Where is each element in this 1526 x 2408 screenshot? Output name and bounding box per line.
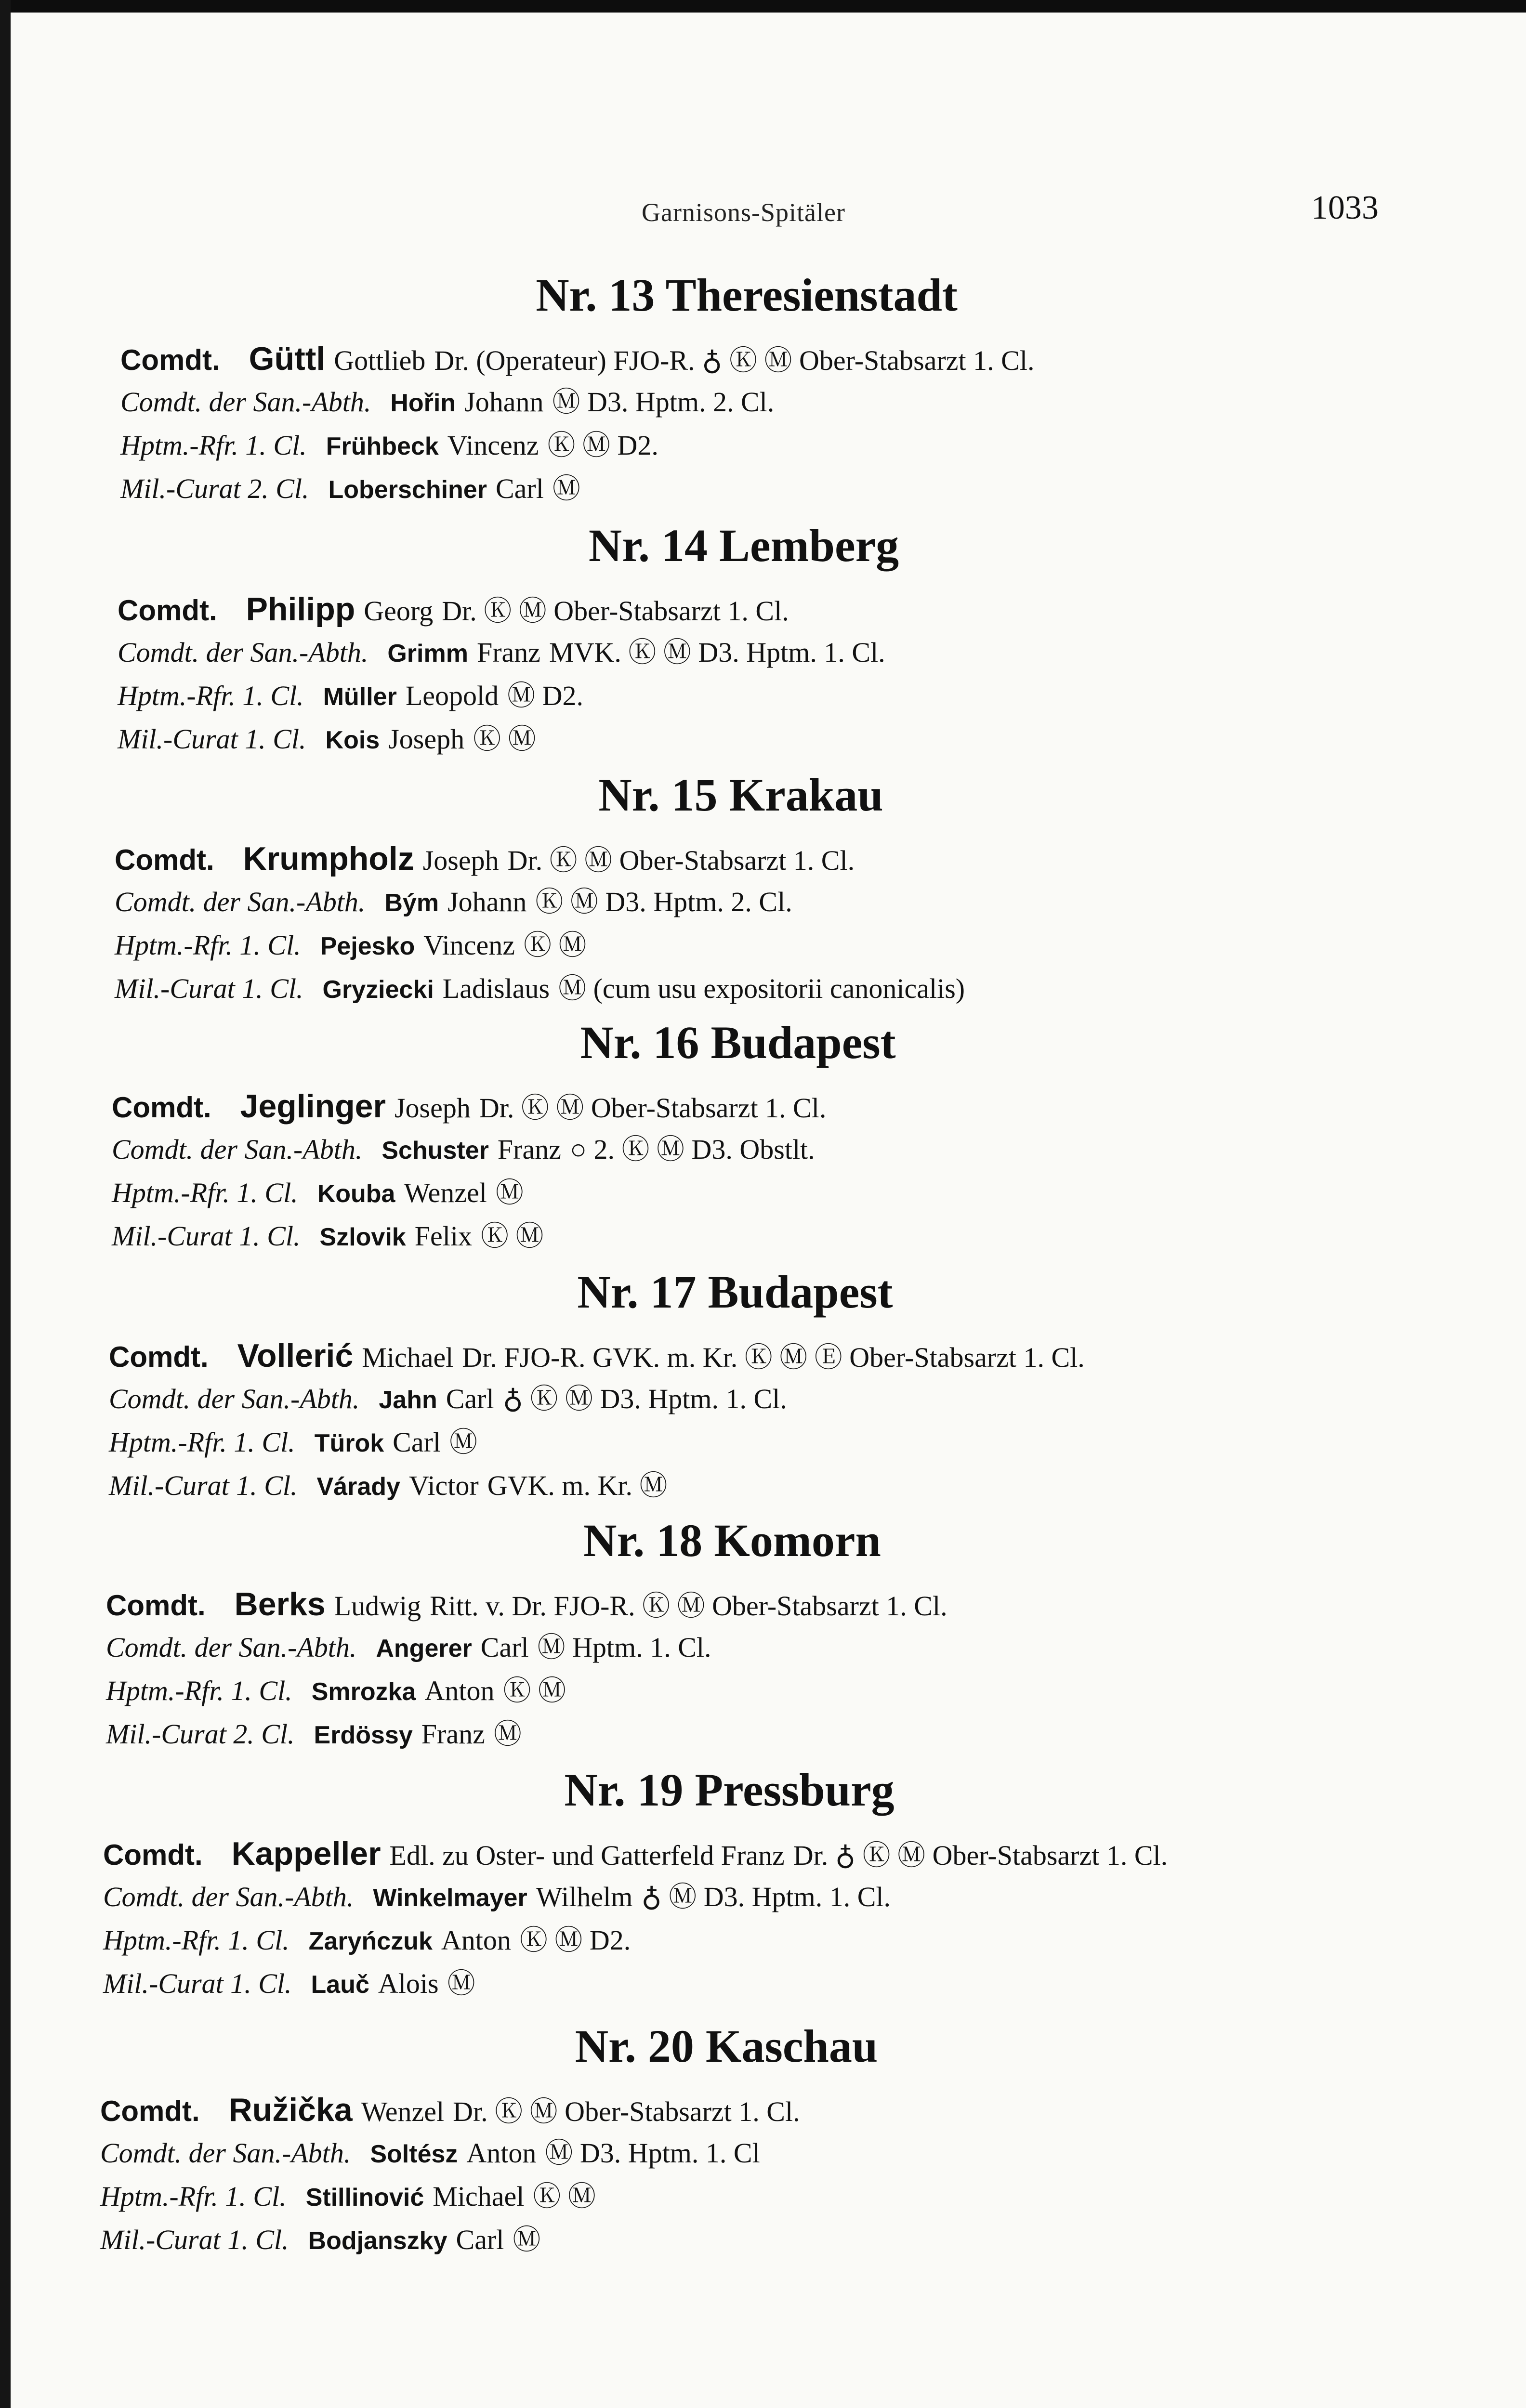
entry-role: Comdt. xyxy=(109,1340,209,1373)
entry-role: Hptm.-Rfr. 1. Cl. xyxy=(100,2180,287,2212)
staff-entry xyxy=(106,1626,1503,1669)
staff-entry xyxy=(120,467,1517,510)
entry-details: Ⓜ xyxy=(449,1426,478,1458)
staff-entry xyxy=(118,718,1514,761)
staff-entry xyxy=(103,1875,1500,1919)
entry-surname: Ružička xyxy=(228,2091,353,2128)
entry-given-name: Franz xyxy=(476,636,541,668)
entry-details: Dr. ♁ Ⓚ Ⓜ Ober-Stabsarzt 1. Cl. xyxy=(793,1839,1168,1871)
entry-given-name: Ludwig xyxy=(334,1590,421,1622)
staff-entry xyxy=(100,2175,1497,2218)
staff-entry xyxy=(112,1171,1509,1215)
entry-given-name: Leopold xyxy=(405,680,499,711)
entry-role: Comdt. xyxy=(115,843,214,876)
staff-entry xyxy=(118,588,1514,631)
page xyxy=(11,13,1526,2408)
entry-surname: Winkelmayer xyxy=(373,1884,527,1912)
section-title: Nr. 20 Kaschau xyxy=(575,2020,878,2072)
entry-surname: Szlovik xyxy=(319,1223,406,1251)
section-title: Nr. 15 Krakau xyxy=(598,769,883,821)
entry-given-name: Gottlieb xyxy=(334,344,426,376)
entry-details: Ⓜ D3. Hptm. 2. Cl. xyxy=(552,386,775,418)
hospital-section xyxy=(120,270,1517,510)
entry-details: Ⓚ Ⓜ xyxy=(473,723,536,755)
section-title: Nr. 14 Lemberg xyxy=(588,520,899,571)
entry-role: Hptm.-Rfr. 1. Cl. xyxy=(118,680,304,711)
entry-role: Mil.-Curat 1. Cl. xyxy=(115,972,303,1004)
section-title: Nr. 17 Budapest xyxy=(577,1266,893,1318)
entry-given-name: Georg xyxy=(364,595,434,627)
entry-role: Comdt. xyxy=(120,343,220,376)
staff-entry xyxy=(109,1421,1506,1464)
entry-role: Hptm.-Rfr. 1. Cl. xyxy=(109,1426,295,1458)
staff-entry xyxy=(106,1669,1503,1713)
entry-surname: Krumpholz xyxy=(243,840,414,877)
section-title: Nr. 13 Theresienstadt xyxy=(536,269,958,321)
staff-entry xyxy=(109,1464,1506,1507)
entry-details: Ⓚ Ⓜ xyxy=(503,1675,566,1706)
entry-surname: Várady xyxy=(316,1472,400,1501)
entry-details: Ⓜ D3. Hptm. 1. Cl xyxy=(545,2137,760,2169)
entry-surname: Jahn xyxy=(379,1386,437,1414)
staff-entry xyxy=(100,2132,1497,2175)
entry-role: Mil.-Curat 1. Cl. xyxy=(109,1469,298,1501)
staff-entry xyxy=(118,674,1514,718)
entry-role: Comdt. der San.-Abth. xyxy=(115,886,366,917)
entry-role: Mil.-Curat 2. Cl. xyxy=(106,1718,295,1750)
entry-details: Ⓜ xyxy=(552,472,580,504)
entry-surname: Zaryńczuk xyxy=(308,1927,433,1955)
staff-entry xyxy=(115,880,1512,924)
entry-role: Comdt. der San.-Abth. xyxy=(118,636,368,668)
entry-surname: Vollerić xyxy=(237,1337,354,1374)
entry-surname: Loberschiner xyxy=(328,475,487,504)
entry-details: Dr. FJO-R. GVK. m. Kr. Ⓚ Ⓜ Ⓔ Ober-Stabsarzt 1. Cl. xyxy=(462,1341,1085,1373)
entry-given-name: Johann xyxy=(464,386,544,418)
entry-surname: Kois xyxy=(325,726,380,754)
entry-role: Hptm.-Rfr. 1. Cl. xyxy=(115,929,301,961)
entry-details: Ⓜ xyxy=(493,1718,522,1750)
entry-role: Comdt. xyxy=(100,2094,200,2127)
entry-surname: Angerer xyxy=(376,1634,472,1662)
entry-details: Dr. Ⓚ Ⓜ Ober-Stabsarzt 1. Cl. xyxy=(442,595,789,627)
entry-given-name: Anton xyxy=(466,2137,537,2169)
entry-surname: Hořin xyxy=(390,389,456,417)
entry-surname: Türok xyxy=(314,1429,384,1457)
staff-entry xyxy=(103,1832,1500,1875)
entry-role: Hptm.-Rfr. 1. Cl. xyxy=(106,1675,292,1706)
entry-given-name: Carl xyxy=(456,2224,504,2255)
staff-entry xyxy=(112,1215,1509,1258)
entry-surname: Soltész xyxy=(370,2140,458,2168)
entry-role: Comdt. der San.-Abth. xyxy=(109,1383,360,1414)
entry-details: ♁ Ⓚ Ⓜ D3. Hptm. 1. Cl. xyxy=(502,1383,787,1414)
staff-entry xyxy=(106,1713,1503,1756)
entry-role: Hptm.-Rfr. 1. Cl. xyxy=(103,1924,289,1956)
staff-entry xyxy=(115,967,1512,1010)
entry-surname: Gryziecki xyxy=(322,975,434,1004)
staff-entry xyxy=(103,1962,1500,2005)
entry-details: Ⓜ Hptm. 1. Cl. xyxy=(537,1631,711,1663)
entry-surname: Bým xyxy=(384,889,439,917)
entry-role: Comdt. der San.-Abth. xyxy=(106,1631,357,1663)
entry-role: Mil.-Curat 1. Cl. xyxy=(100,2224,289,2255)
hospital-section xyxy=(106,1515,1503,1756)
staff-entry xyxy=(106,1583,1503,1626)
entry-given-name: Wenzel xyxy=(404,1177,487,1208)
entry-details: Ⓜ xyxy=(513,2224,541,2255)
entry-details: Ⓚ Ⓜ xyxy=(533,2180,596,2212)
entry-surname: Schuster xyxy=(382,1136,489,1165)
entry-details: Dr. Ⓚ Ⓜ Ober-Stabsarzt 1. Cl. xyxy=(453,2095,800,2127)
entry-given-name: Franz xyxy=(421,1718,485,1750)
entry-details: Ⓚ Ⓜ D3. Hptm. 2. Cl. xyxy=(535,886,792,917)
entry-role: Comdt. der San.-Abth. xyxy=(112,1133,363,1165)
entry-surname: Lauč xyxy=(311,1970,369,1999)
entry-details: Ⓜ D2. xyxy=(507,680,584,711)
entry-role: Comdt. der San.-Abth. xyxy=(120,386,371,418)
hospital-section xyxy=(115,770,1512,1010)
entry-role: Hptm.-Rfr. 1. Cl. xyxy=(120,429,307,461)
entry-details: Dr. Ⓚ Ⓜ Ober-Stabsarzt 1. Cl. xyxy=(507,844,855,876)
entry-details: ♁ Ⓜ D3. Hptm. 1. Cl. xyxy=(641,1881,891,1912)
entry-role: Comdt. xyxy=(103,1838,203,1871)
entry-given-name: Wilhelm xyxy=(536,1881,633,1912)
hospital-section xyxy=(118,520,1514,761)
staff-entry xyxy=(120,380,1517,424)
entry-surname: Pejesko xyxy=(320,932,415,960)
entry-surname: Frühbeck xyxy=(326,432,439,460)
scan-border-left xyxy=(0,0,11,2408)
entry-surname: Güttl xyxy=(249,340,326,377)
entry-role: Mil.-Curat 1. Cl. xyxy=(112,1220,301,1252)
staff-entry xyxy=(109,1377,1506,1421)
staff-entry xyxy=(100,2088,1497,2132)
entry-surname: Bodjanszky xyxy=(308,2226,447,2255)
entry-given-name: Wenzel xyxy=(361,2095,445,2127)
entry-given-name: Joseph xyxy=(422,844,499,876)
entry-details: MVK. Ⓚ Ⓜ D3. Hptm. 1. Cl. xyxy=(549,636,885,668)
entry-details: Ritt. v. Dr. FJO-R. Ⓚ Ⓜ Ober-Stabsarzt 1. Cl. xyxy=(430,1590,947,1622)
entry-details: Ⓜ (cum usu expositorii canonicalis) xyxy=(558,972,965,1004)
entry-role: Comdt. xyxy=(106,1589,206,1622)
entry-surname: Berks xyxy=(234,1585,326,1623)
entry-given-name: Ladislaus xyxy=(442,972,550,1004)
entry-details: Ⓚ Ⓜ D2. xyxy=(547,429,658,461)
entry-surname: Kappeller xyxy=(231,1835,381,1872)
staff-entry xyxy=(109,1334,1506,1377)
entry-given-name: Anton xyxy=(441,1924,511,1956)
staff-entry xyxy=(120,337,1517,380)
entry-surname: Philipp xyxy=(246,590,355,628)
entry-given-name: Alois xyxy=(378,1967,439,1999)
entry-given-name: Felix xyxy=(414,1220,472,1252)
entry-given-name: Anton xyxy=(424,1675,495,1706)
entry-surname: Smrozka xyxy=(311,1677,416,1706)
entry-given-name: Michael xyxy=(362,1341,454,1373)
entry-role: Comdt. xyxy=(112,1091,211,1124)
entry-role: Mil.-Curat 2. Cl. xyxy=(120,472,309,504)
entry-role: Hptm.-Rfr. 1. Cl. xyxy=(112,1177,298,1208)
staff-entry xyxy=(112,1128,1509,1171)
entry-given-name: Carl xyxy=(393,1426,441,1458)
hospital-section xyxy=(100,2021,1497,2262)
entry-surname: Kouba xyxy=(317,1179,395,1208)
entry-given-name: Carl xyxy=(495,472,544,504)
staff-entry xyxy=(120,424,1517,467)
entry-given-name: Joseph xyxy=(394,1092,471,1124)
scan-border-top xyxy=(0,0,1526,13)
staff-entry xyxy=(115,837,1512,880)
section-title: Nr. 19 Pressburg xyxy=(564,1764,895,1816)
entry-details: Dr. Ⓚ Ⓜ Ober-Stabsarzt 1. Cl. xyxy=(479,1092,827,1124)
entry-details: ○ 2. Ⓚ Ⓜ D3. Obstlt. xyxy=(569,1133,815,1165)
entry-given-name: Victor xyxy=(408,1469,479,1501)
hospital-section xyxy=(109,1267,1506,1507)
entry-given-name: Vincenz xyxy=(447,429,539,461)
entry-given-name: Carl xyxy=(480,1631,529,1663)
entry-role: Comdt. xyxy=(118,594,217,627)
section-title: Nr. 18 Komorn xyxy=(583,1515,881,1566)
entry-given-name: Joseph xyxy=(388,723,465,755)
hospital-section xyxy=(112,1017,1509,1258)
entry-surname: Jeglinger xyxy=(240,1087,386,1125)
entry-given-name: Franz xyxy=(497,1133,561,1165)
entry-surname: Grimm xyxy=(387,639,468,667)
entry-details: Dr. (Operateur) FJO-R. ♁ Ⓚ Ⓜ Ober-Stabsarzt 1. Cl. xyxy=(434,344,1035,376)
entry-role: Comdt. der San.-Abth. xyxy=(103,1881,354,1912)
entry-details: GVK. m. Kr. Ⓜ xyxy=(487,1469,668,1501)
staff-entry xyxy=(112,1085,1509,1128)
entry-given-name: Vincenz xyxy=(423,929,515,961)
staff-entry xyxy=(118,631,1514,674)
page-number: 1033 xyxy=(1311,189,1379,226)
entry-given-name: Edl. zu Oster- und Gatterfeld Franz xyxy=(389,1839,785,1871)
entry-given-name: Michael xyxy=(433,2180,525,2212)
entry-surname: Müller xyxy=(323,682,397,711)
staff-entry xyxy=(115,924,1512,967)
entry-details: Ⓜ xyxy=(447,1967,475,1999)
section-title: Nr. 16 Budapest xyxy=(580,1017,896,1068)
entry-role: Mil.-Curat 1. Cl. xyxy=(103,1967,292,1999)
entry-details: Ⓚ Ⓜ xyxy=(524,929,587,961)
entry-role: Comdt. der San.-Abth. xyxy=(100,2137,351,2169)
entry-details: Ⓚ Ⓜ xyxy=(480,1220,544,1252)
entry-details: Ⓜ xyxy=(495,1177,524,1208)
entry-surname: Erdössy xyxy=(314,1721,413,1749)
hospital-section xyxy=(103,1765,1500,2005)
entry-given-name: Johann xyxy=(447,886,527,917)
entry-details: Ⓚ Ⓜ D2. xyxy=(519,1924,631,1956)
staff-entry xyxy=(103,1919,1500,1962)
running-head: Garnisons-Spitäler xyxy=(642,198,845,227)
staff-entry xyxy=(100,2218,1497,2262)
entry-role: Mil.-Curat 1. Cl. xyxy=(118,723,306,755)
entry-given-name: Carl xyxy=(446,1383,494,1414)
entry-surname: Stillinović xyxy=(305,2183,424,2212)
